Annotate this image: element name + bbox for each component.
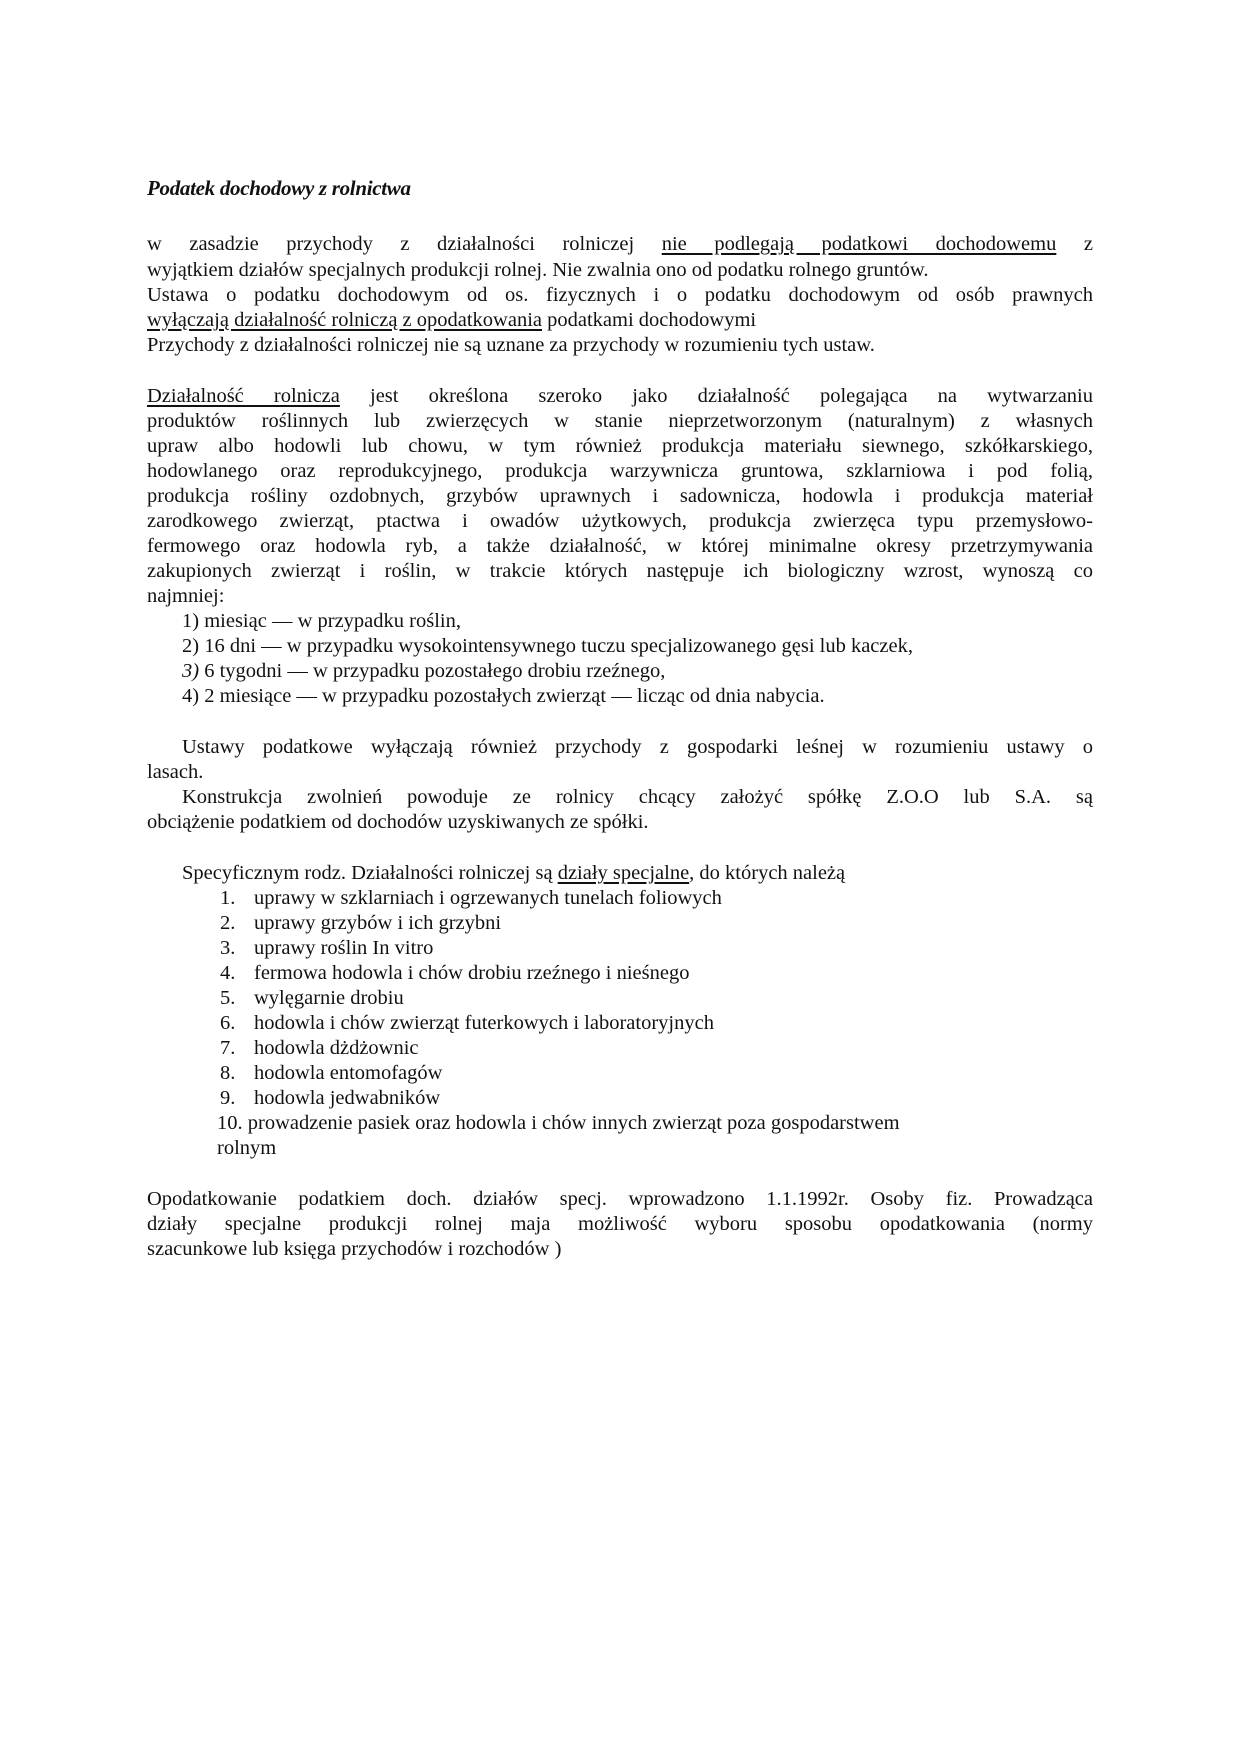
para5-line: Specyficznym rodz. Działalności rolniczej są działy specjalne, do których należą [182,862,846,884]
para2-line: zakupionych zwierząt i roślin, w trakcie których następuje ich biologiczny wzrost, wynoszą co [147,560,1093,582]
underlined-phrase: nie podlegają podatkowi dochodowemu [661,233,1057,255]
para1-line4: wyłączają działalność rolniczą z opodatkowania podatkami dochodowymi [147,309,757,331]
special-section-item: 6. hodowla i chów zwierząt futerkowych i laboratoryjnych [220,1012,714,1034]
para6-line3: szacunkowe lub księga przychodów i rozchodów ) [147,1238,562,1260]
para3-line2: lasach. [147,761,204,783]
para1-line3: Ustawa o podatku dochodowym od os. fizycznych i o podatku dochodowym od osób prawnych [147,284,1093,306]
para2-line: produktów roślinnych lub zwierzęcych w stanie nieprzetworzonym (naturalnym) z własnych [147,410,1093,432]
para3-line1: Ustawy podatkowe wyłączają również przychody z gospodarki leśnej w rozumieniu ustawy o [182,736,1093,758]
period-item: 1) miesiąc — w przypadku roślin, [182,610,461,632]
special-section-wrap: rolnym [217,1137,277,1159]
para4-line1: Konstrukcja zwolnień powoduje ze rolnicy chcący założyć spółkę Z.O.O lub S.A. są [182,786,1093,808]
underlined-phrase: Działalność rolnicza [147,385,340,407]
underlined-phrase: działy specjalne [557,862,690,884]
para6-line2: działy specjalne produkcji rolnej maja możliwość wyboru sposobu opodatkowania (normy [147,1213,1093,1235]
para4-line2: obciążenie podatkiem od dochodów uzyskiwanych ze spółki. [147,811,649,833]
special-section-item: 5. wylęgarnie drobiu [220,987,404,1009]
para1-line2: wyjątkiem działów specjalnych produkcji rolnej. Nie zwalnia ono od podatku rolnego gruntów. [147,259,929,281]
special-section-item: 10. prowadzenie pasiek oraz hodowla i chów innych zwierząt poza gospodarstwem [217,1112,900,1134]
special-section-item: 8. hodowla entomofagów [220,1062,443,1084]
period-item: 2) 16 dni — w przypadku wysokointensywnego tuczu specjalizowanego gęsi lub kaczek, [182,635,913,657]
para2-line: zarodkowego zwierząt, ptactwa i owadów użytkowych, produkcja zwierzęca typu przemysłowo- [147,510,1093,532]
special-section-item: 3. uprawy roślin In vitro [220,937,434,959]
special-section-item: 7. hodowla dżdżownic [220,1037,419,1059]
para6-line1: Opodatkowanie podatkiem doch. działów specj. wprowadzono 1.1.1992r. Osoby fiz. Prowadząca [147,1188,1093,1210]
para2-line: hodowlanego oraz reprodukcyjnego, produkcja warzywnicza gruntowa, szklarniowa i pod folią, [147,460,1093,482]
para1-line5: Przychody z działalności rolniczej nie są uznane za przychody w rozumieniu tych ustaw. [147,334,875,356]
para1-line1: w zasadzie przychody z działalności rolniczej nie podlegają podatkowi dochodowemu z [147,233,1093,255]
para2-line1: Działalność rolnicza jest określona szeroko jako działalność polegająca na wytwarzaniu [147,385,1094,407]
para2-line: fermowego oraz hodowla ryb, a także działalność, w której minimalne okresy przetrzymywania [147,535,1093,557]
para2-line: produkcja rośliny ozdobnych, grzybów uprawnych i sadownicza, hodowla i produkcja materiał [147,485,1093,507]
underlined-phrase: wyłączają działalność rolniczą z opodatkowania [147,309,543,331]
para2-last-line: najmniej: [147,585,225,607]
special-section-item: 2. uprawy grzybów i ich grzybni [220,912,502,934]
period-item: 3) 6 tygodni — w przypadku pozostałego drobiu rzeźnego, [182,660,666,682]
period-item: 4) 2 miesiące — w przypadku pozostałych zwierząt — licząc od dnia nabycia. [182,685,825,707]
special-section-item: 9. hodowla jedwabników [220,1087,441,1109]
para2-line: upraw albo hodowli lub chowu, w tym również produkcja materiału siewnego, szkółkarskiego, [147,435,1093,457]
special-section-item: 1. uprawy w szklarniach i ogrzewanych tunelach foliowych [220,887,722,909]
document-title: Podatek dochodowy z rolnictwa [147,176,411,200]
special-section-item: 4. fermowa hodowla i chów drobiu rzeźnego i nieśnego [220,962,690,984]
